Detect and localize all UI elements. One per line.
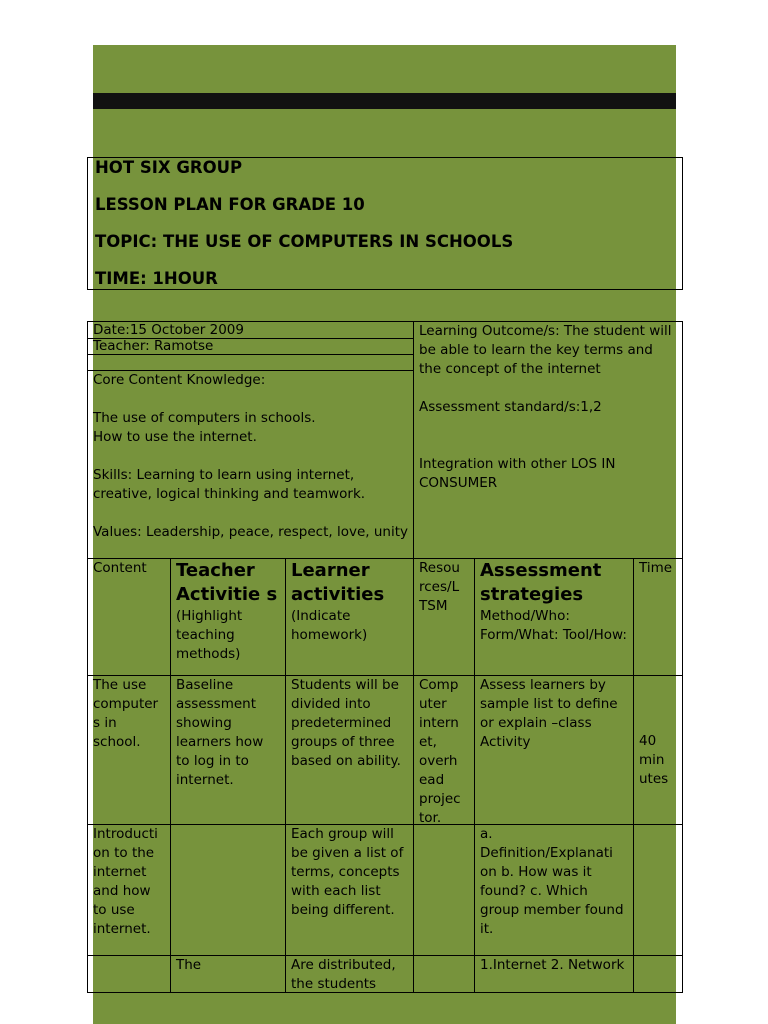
blank-cell: [87, 354, 414, 371]
lesson-plan-title: LESSON PLAN FOR GRADE 10: [95, 195, 365, 214]
header-learner-activities: [285, 558, 414, 676]
table-row-3-resources: [413, 955, 475, 993]
core-content-item-2: How to use the internet.: [93, 429, 257, 445]
row-2-learner-text: Each group will be given a list of terms, concepts with each list being different.: [291, 826, 404, 918]
row-1-time-text: 40 min utes: [639, 733, 669, 787]
topic-line: TOPIC: THE USE OF COMPUTERS IN SCHOOLS: [95, 232, 514, 251]
integration-text: Integration with other LOS IN CONSUMER: [419, 456, 616, 491]
group-name: HOT SIX GROUP: [95, 158, 243, 177]
table-row-1-resources: [413, 675, 475, 825]
teacher-text: Teacher: Ramotse: [93, 338, 214, 354]
header-resources: [413, 558, 475, 676]
table-row-2-assessment: [474, 824, 634, 956]
row-1-teacher-text: Baseline assessment showing learners how to log in to internet.: [176, 677, 264, 788]
header-time-label: Time: [639, 560, 673, 576]
assessment-standard-text: Assessment standard/s:1,2: [419, 399, 602, 415]
table-row-1-learner: [285, 675, 414, 825]
row-2-content-text: Introducti on to the internet and how to use internet.: [93, 826, 158, 937]
time-line: TIME: 1HOUR: [95, 269, 218, 288]
teacher-activities-note: (Highlight teaching methods): [176, 608, 243, 662]
learner-activities-note: (Indicate homework): [291, 608, 368, 643]
header-teacher-activities: [170, 558, 286, 676]
values-text: Values: Leadership, peace, respect, love, unity: [93, 524, 408, 540]
header-content-label: Content: [93, 560, 147, 576]
skills-text: Skills: Learning to learn using internet, creative, logical thinking and teamwork.: [93, 467, 366, 502]
table-row-1-content: [87, 675, 171, 825]
core-content-item-1: The use of computers in schools.: [93, 410, 316, 426]
teacher-activities-title: Teacher Activitie s: [176, 560, 278, 605]
teacher-cell: [87, 338, 414, 355]
table-row-3-assessment: [474, 955, 634, 993]
outcomes-cell: [413, 321, 683, 559]
row-2-assessment-text: a. Definition/Explanati on b. How was it found? c. Which group member found it.: [480, 826, 624, 937]
learning-outcome-text: Learning Outcome/s: The student will be able to learn the key terms and the concept of the internet: [419, 323, 672, 377]
table-row-2-time: [633, 824, 683, 956]
table-row-3-teacher: [170, 955, 286, 993]
table-row-1-assessment: [474, 675, 634, 825]
table-row-3-content: [87, 955, 171, 993]
assessment-note: Method/Who: Form/What: Tool/How:: [480, 608, 627, 643]
row-1-assessment-text: Assess learners by sample list to define or explain –class Activity: [480, 677, 618, 750]
row-1-resources-text: Comp uter intern et, overh ead projec tor.: [419, 677, 461, 825]
date-text: Date:15 October 2009: [93, 322, 244, 338]
table-row-3-time: [633, 955, 683, 993]
table-row-2-content: [87, 824, 171, 956]
header-assessment: [474, 558, 634, 676]
assessment-title: Assessment strategies: [480, 560, 602, 605]
table-row-2-teacher: [170, 824, 286, 956]
row-3-assessment-text: 1.Internet 2. Network: [480, 957, 625, 973]
date-cell: [87, 321, 414, 339]
row-3-teacher-text: The: [176, 957, 202, 973]
core-content-cell: [87, 370, 414, 559]
row-3-learner-text: Are distributed, the students: [291, 957, 396, 992]
header-time: [633, 558, 683, 676]
core-content-label: Core Content Knowledge:: [93, 372, 266, 388]
header-content: [87, 558, 171, 676]
table-row-1-teacher: [170, 675, 286, 825]
table-row-3-learner: [285, 955, 414, 993]
table-row-2-resources: [413, 824, 475, 956]
lesson-header: [87, 157, 683, 290]
row-1-learner-text: Students will be divided into predetermined groups of three based on ability.: [291, 677, 401, 769]
header-divider-bar: [93, 93, 676, 109]
row-1-content-text: The use computer s in school.: [93, 677, 159, 750]
header-resources-label: Resou rces/L TSM: [419, 560, 460, 614]
learner-activities-title: Learner activities: [291, 560, 385, 605]
table-row-1-time: [633, 675, 683, 825]
table-row-2-learner: [285, 824, 414, 956]
